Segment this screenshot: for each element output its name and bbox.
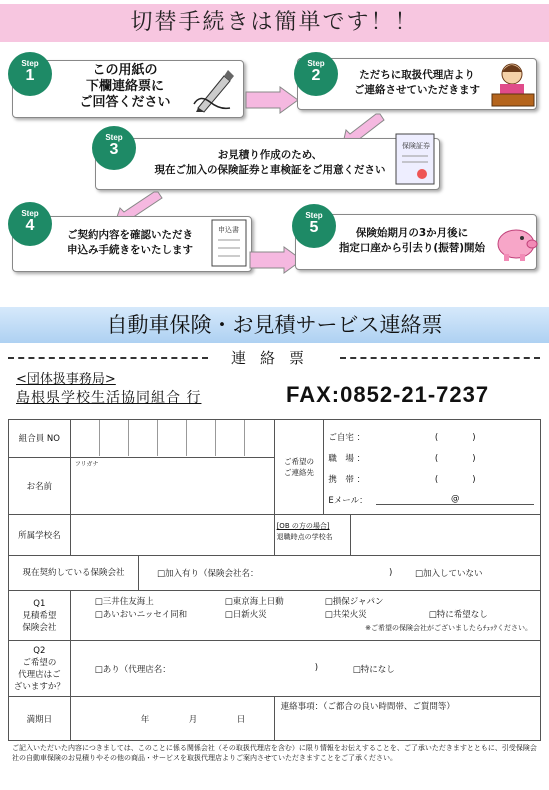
certificate-text: 保険証券: [402, 142, 430, 150]
arrow-right-icon: [244, 86, 300, 114]
insurer-option-checkbox[interactable]: □日新火災: [224, 610, 267, 620]
form-text: 申込書: [218, 226, 239, 234]
contact-field[interactable]: [324, 420, 541, 515]
step-1-number: 1: [25, 67, 35, 84]
section-title: 自動車保険・お見積サービス連絡票: [0, 307, 549, 343]
agent-no-checkbox[interactable]: □特になし: [352, 664, 395, 675]
contact-label: [274, 420, 324, 515]
q1-note: ※ご希望の保険会社がございましたらﾁｪｯｸください。: [365, 624, 532, 632]
day-label: 日: [236, 714, 246, 725]
mobile-phone-field[interactable]: ( ): [434, 474, 476, 485]
org-name: 島根県学校生活協同組合 行: [16, 390, 202, 406]
insurer-option-checkbox[interactable]: □東京海上日動: [224, 597, 284, 607]
current-insurer-no-checkbox[interactable]: □加入していない: [415, 569, 483, 579]
ob-label-box: [275, 515, 351, 555]
ob-label: [OB の方の場合]: [276, 522, 330, 530]
furigana-label: フリガナ: [74, 460, 99, 468]
email-label: Eメール：: [328, 495, 368, 506]
mobile-phone-label: 携 帯 ：: [328, 474, 366, 485]
step-2-badge: [294, 52, 338, 96]
insurer-option-checkbox[interactable]: □三井住友海上: [94, 597, 154, 607]
step-3-number: 3: [109, 141, 119, 158]
q1-label-line: Q1: [33, 598, 46, 609]
step-4-line: ご契約内容を確認いただき: [67, 229, 193, 241]
month-label: 月: [188, 714, 198, 725]
step-4-line: 申込み手続きをいたします: [67, 244, 193, 256]
work-phone-label: 職 場 ：: [328, 453, 366, 464]
step-4-number: 4: [25, 217, 35, 234]
q2-options: [70, 641, 540, 697]
step-4-badge: [8, 202, 52, 246]
step-1-badge: [8, 52, 52, 96]
member-no-label: 組合員 NO: [9, 420, 71, 458]
step-4-text: [50, 228, 210, 258]
q2-label-line: Q2: [33, 645, 46, 656]
school-label: 所属学校名: [9, 515, 71, 556]
current-insurer-row: [9, 556, 541, 591]
step-4-label: Step: [21, 209, 39, 218]
ob-school-field[interactable]: [274, 515, 540, 556]
step-5-text: [332, 226, 492, 256]
dantai-label: <団体扱事務局>: [16, 372, 116, 387]
agent-yes-checkbox[interactable]: □あり（代理店名：: [94, 664, 171, 675]
expiry-date-field[interactable]: [70, 697, 274, 741]
renraku-title: 連絡票: [230, 349, 318, 367]
work-phone-field[interactable]: ( ): [434, 453, 476, 464]
step-2-number: 2: [311, 67, 321, 84]
procedure-banner: 切替手続きは簡単です！！: [0, 4, 549, 42]
privacy-note: ご記入いただいた内容につきましては、このことに係る関係会社（その取扱代理店を含む）に限り情報をお伝えすることを、ご了承いただきますとともに、引受保険会社の自動車保険のお見積りやその他の商品・サービスを取扱代理店よりご案内させていただきますことをご了承ください。: [12, 744, 537, 762]
step-1-line: 下欄連絡票に: [85, 79, 164, 94]
name-field[interactable]: [70, 457, 274, 514]
member-no-field[interactable]: [70, 420, 274, 458]
insurer-option-checkbox[interactable]: □損保ジャパン: [324, 597, 384, 607]
school-field[interactable]: [70, 515, 274, 556]
email-field[interactable]: @: [376, 494, 534, 505]
remarks-field[interactable]: [274, 697, 540, 741]
piggy-bank-icon: [494, 220, 538, 266]
step-3-text: [140, 148, 400, 178]
expiry-label: 満期日: [9, 697, 71, 741]
step-2-text: [342, 68, 492, 98]
current-insurer-yes-checkbox[interactable]: □加入有り（保険会社名：: [157, 569, 259, 579]
current-insurer-label: 現在契約している保険会社: [9, 556, 139, 590]
office-woman-icon: [490, 58, 536, 108]
step-5-number: 5: [309, 219, 319, 236]
step-3-label: Step: [105, 133, 123, 142]
step-3-badge: [92, 126, 136, 170]
current-insurer-close: ): [389, 568, 393, 578]
application-form-icon: [210, 218, 250, 270]
no-preference-checkbox[interactable]: □特に希望なし: [428, 610, 488, 620]
insurer-option-checkbox[interactable]: □あいおいニッセイ同和: [94, 610, 188, 620]
ob-sub-label: 退職時点の学校名: [276, 533, 333, 541]
pen-icon: [190, 64, 240, 114]
remarks-label: 連絡事項：（ご都合の良い時間帯、ご質問等）: [280, 702, 455, 712]
step-1-line: この用紙の: [92, 63, 158, 78]
q1-label-line: 保険会社: [22, 622, 57, 633]
q1-label: [9, 591, 71, 641]
fax-number: FAX:0852-21-7237: [286, 382, 490, 407]
step-5-badge: [292, 204, 336, 248]
step-3-line: お見積り作成のため、: [217, 149, 323, 161]
contact-label-line: ご連絡先: [284, 468, 314, 477]
step-5-line: 指定口座から引去り(振替)開始: [338, 242, 486, 254]
insurer-option-checkbox[interactable]: □共栄火災: [324, 610, 367, 620]
q2-label-line: 代理店はご: [18, 669, 61, 680]
contact-form: [8, 419, 541, 741]
step-1-line: ご回答ください: [79, 95, 171, 110]
step-1-text: [55, 63, 195, 111]
name-label: お名前: [9, 457, 71, 514]
step-2-label: Step: [307, 59, 325, 68]
q1-options: [70, 591, 540, 641]
step-3-line: 現在ご加入の保険証券と車検証をご用意ください: [154, 164, 386, 176]
certificate-icon: [392, 132, 438, 188]
step-1-label: Step: [21, 59, 39, 68]
home-phone-field[interactable]: ( ): [434, 432, 476, 443]
q2-label-line: ざいますか？: [13, 681, 65, 692]
step-5-line: 保険始期月の3か月後に: [355, 227, 469, 239]
contact-label-line: ご希望の: [284, 457, 314, 466]
q2-label-line: ご希望の: [22, 657, 57, 668]
step-5-label: Step: [305, 211, 323, 220]
agent-close: ): [314, 662, 319, 673]
home-phone-label: ご自宅 ：: [328, 432, 366, 443]
q2-label: [9, 641, 71, 697]
q1-label-line: 見積希望: [22, 610, 57, 621]
step-2-line: ただちに取扱代理店より: [359, 69, 475, 81]
step-2-line: ご連絡させていただきます: [354, 84, 480, 96]
year-label: 年: [140, 714, 150, 725]
